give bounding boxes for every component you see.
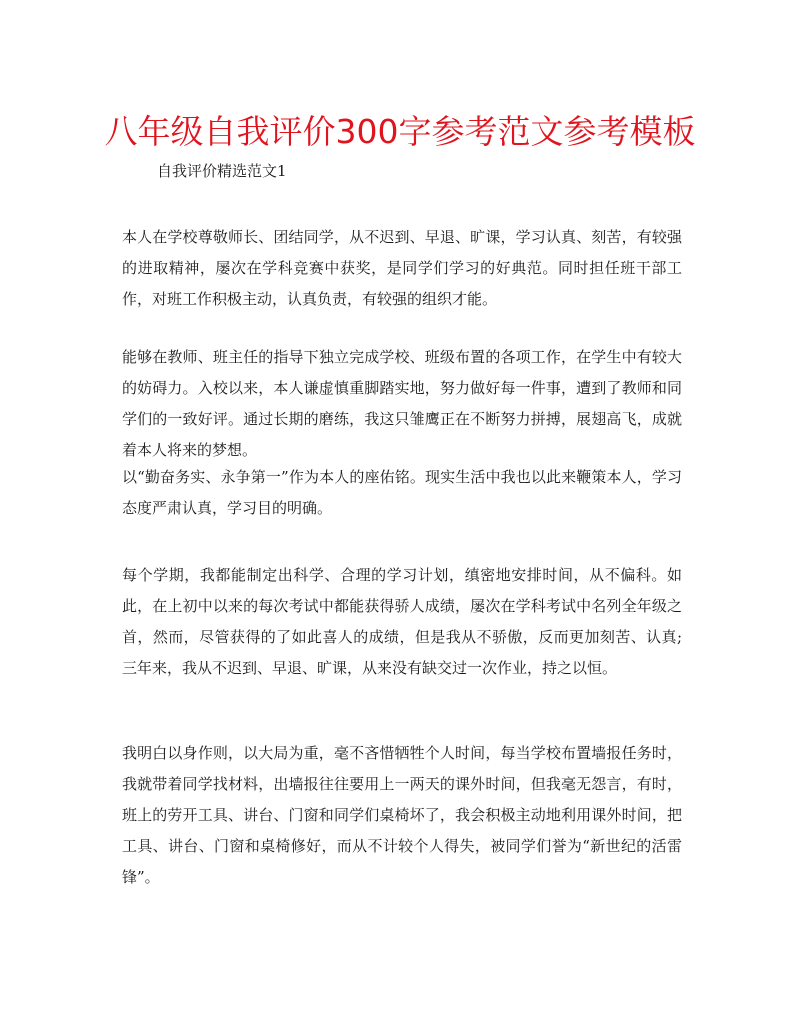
paragraph-5: 我明白以身作则，以大局为重，毫不吝惜牺牲个人时间，每当学校布置墙报任务时，我就带着同学找材料，出墙报往往要用上一两天的课外时间，但我毫无怨言，有时，班上的劳开工具、讲台、门窗和同学们桌椅坏了，我会积极主动地利用课外时间，把工具、讲台、门窗和桌椅修好，而从不计较个人得失，被同学们誉为“新世纪的活雷锋”。	[122, 744, 682, 886]
document-subtitle: 自我评价精选范文1	[157, 162, 287, 180]
paragraph-4: 每个学期，我都能制定出科学、合理的学习计划，缜密地安排时间，从不偏科。如此，在上初中以来的每次考试中都能获得骄人成绩，屡次在学科考试中名列全年级之首，然而，尽管获得的了如此喜人的成绩，但是我从不骄傲，反而更加刻苦、认真;三年来，我从不迟到、早退、旷课，从来没有缺交过一次作业，持之以恒。	[122, 566, 682, 677]
paragraph-3: 以“勤奋务实、永争第一”作为本人的座佑铭。现实生活中我也以此来鞭策本人，学习态度严肃认真，学习目的明确。	[122, 468, 682, 517]
paragraph-1: 本人在学校尊敬师长、团结同学，从不迟到、早退、旷课，学习认真、刻苦，有较强的进取精神，屡次在学科竞赛中获奖，是同学们学习的好典范。同时担任班干部工作，对班工作积极主动，认真负责，有较强的组织才能。	[122, 228, 682, 308]
document-title: 八年级自我评价300字参考范文参考模板	[104, 112, 696, 151]
paragraph-2: 能够在教师、班主任的指导下独立完成学校、班级布置的各项工作，在学生中有较大的妨碍力。入校以来，本人谦虚慎重脚踏实地，努力做好每一件事，遭到了教师和同学们的一致好评。通过长期的磨练，我这只雏鹰正在不断努力拼搏，展翅高飞，成就着本人将来的梦想。	[122, 348, 682, 459]
